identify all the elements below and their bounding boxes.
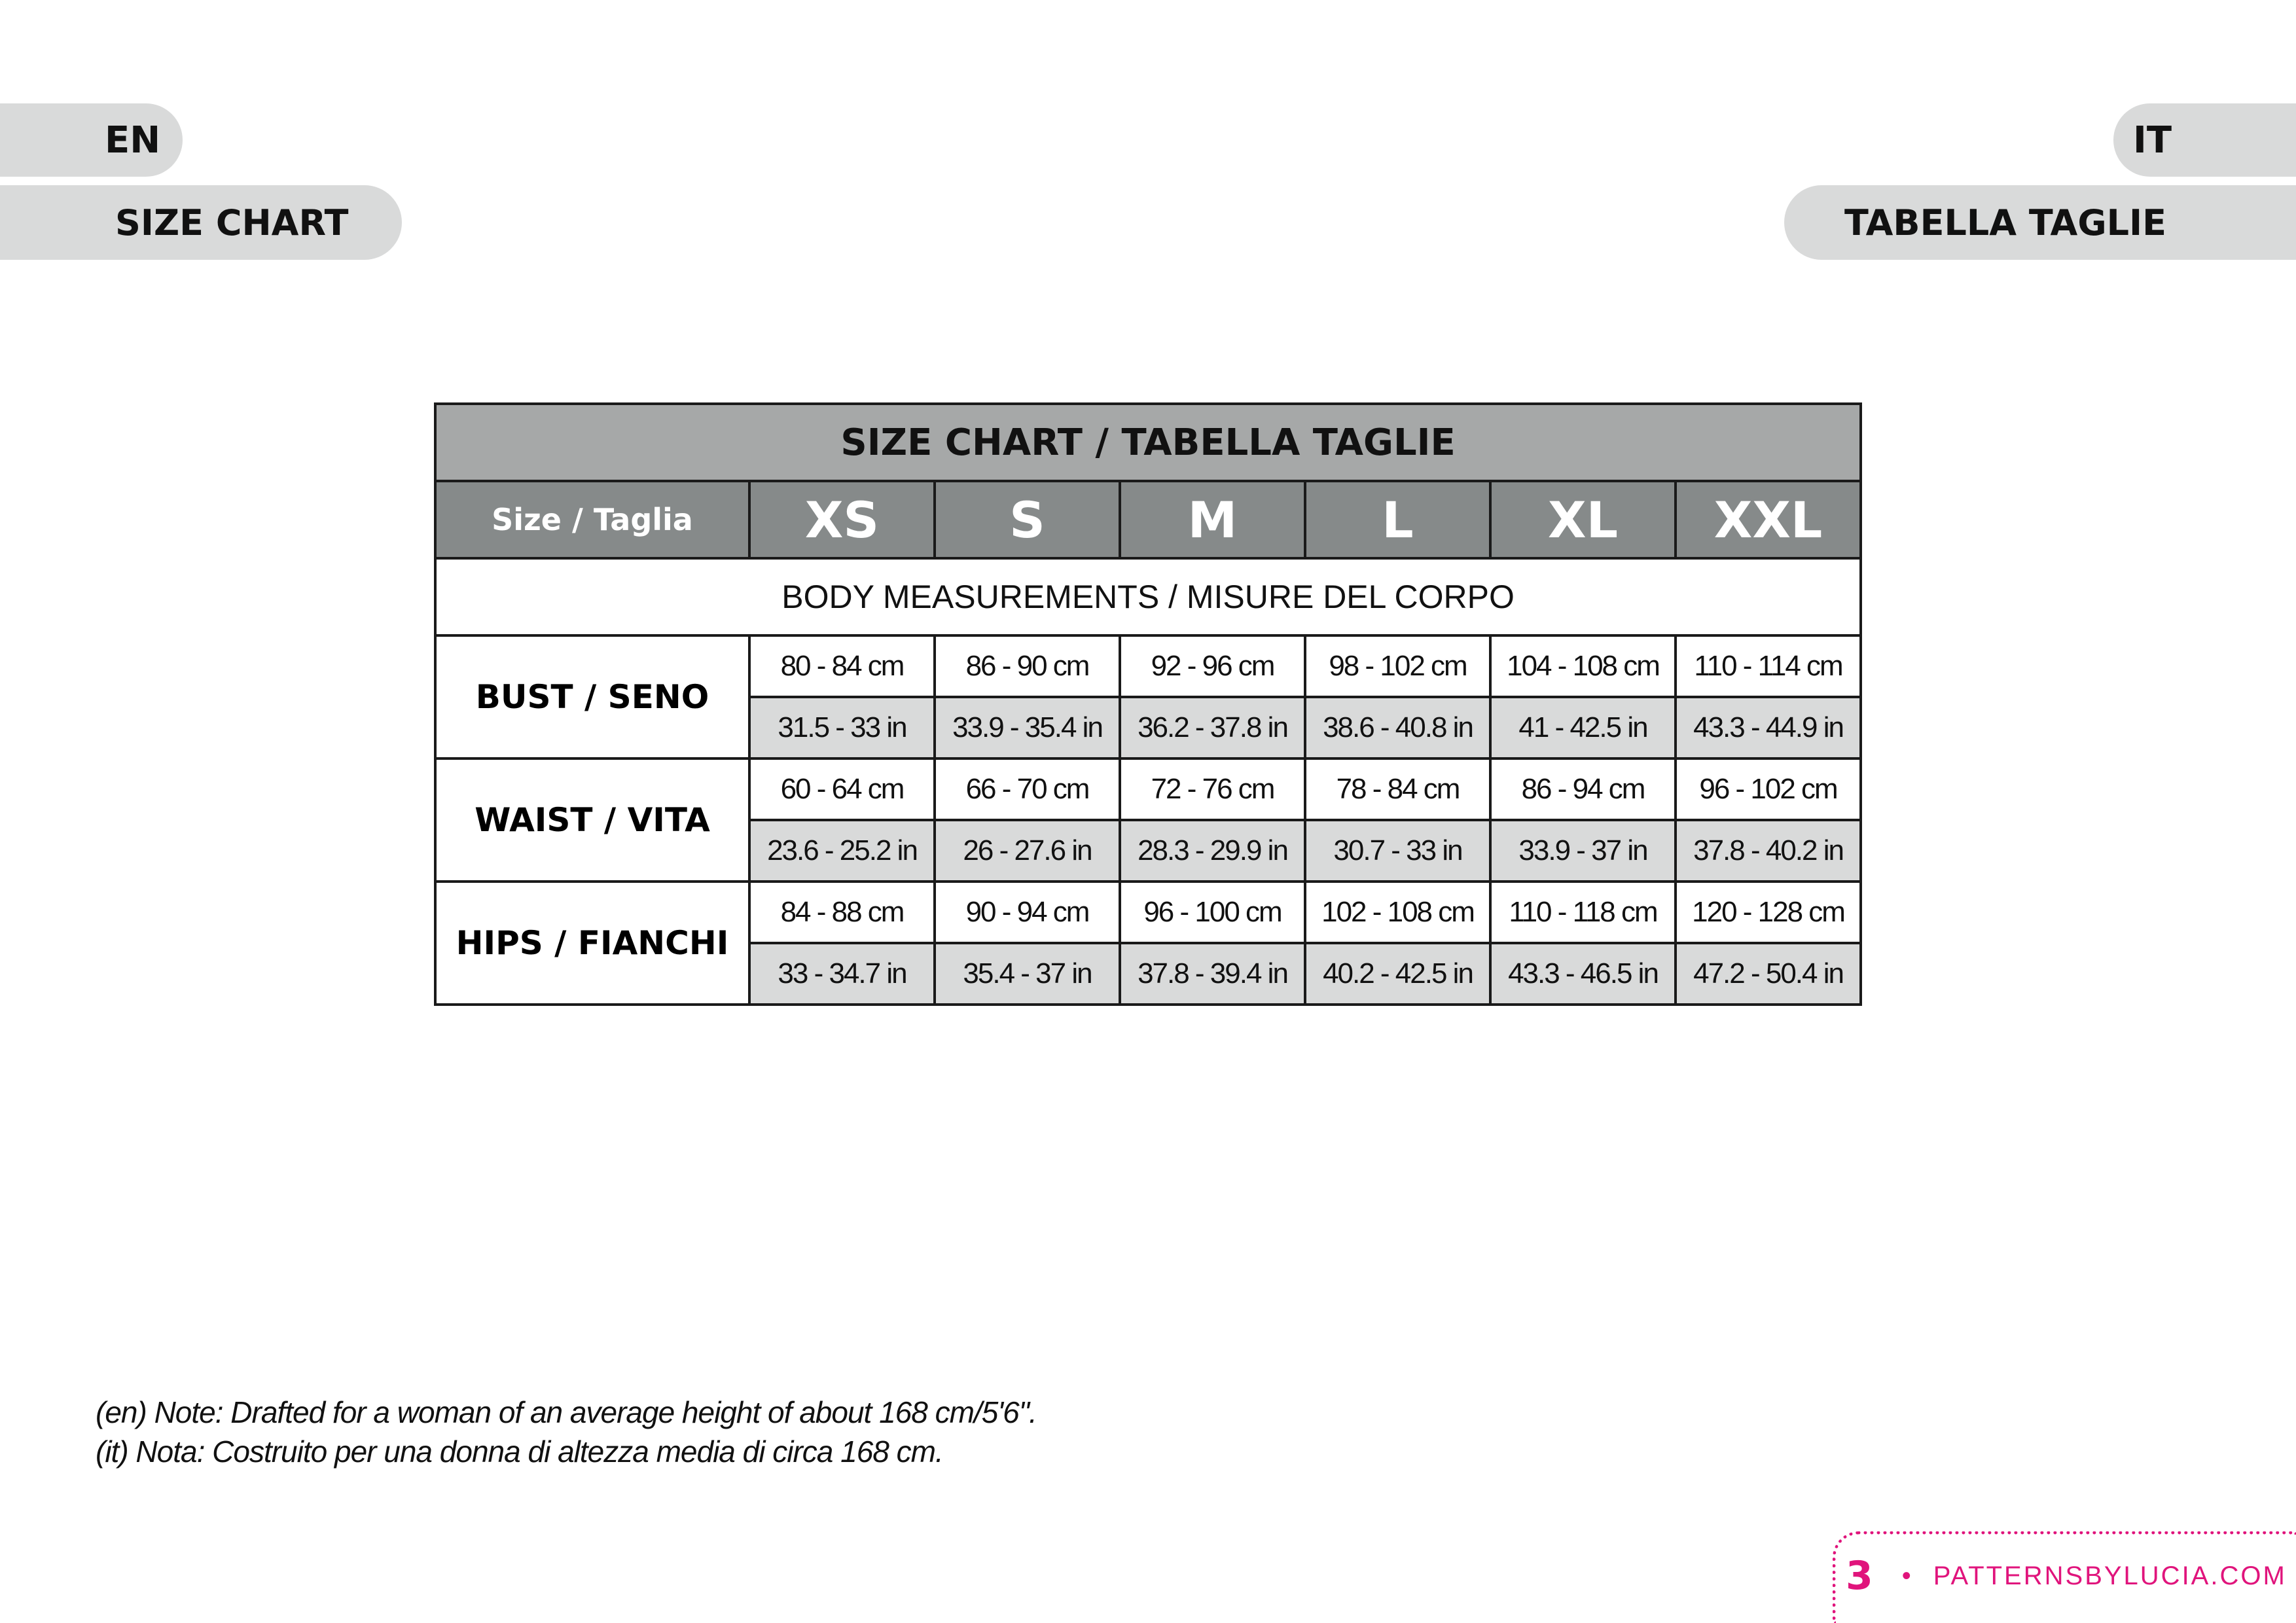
- table-cell-hips-cm: 102 - 108 cm: [1305, 882, 1490, 943]
- table-cell-bust-cm: 98 - 102 cm: [1305, 635, 1490, 697]
- size-header-m: M: [1120, 481, 1305, 558]
- table-cell-bust-cm: 92 - 96 cm: [1120, 635, 1305, 697]
- table-cell-waist-in: 26 - 27.6 in: [935, 820, 1120, 882]
- footer-bullet: •: [1901, 1561, 1911, 1590]
- language-label-it: IT: [2133, 118, 2172, 162]
- language-tab-en: [0, 103, 183, 177]
- table-cell-hips-in: 43.3 - 46.5 in: [1490, 943, 1676, 1005]
- table-cell-waist-cm: 60 - 64 cm: [749, 758, 935, 820]
- table-title: SIZE CHART / TABELLA TAGLIE: [435, 404, 1861, 481]
- size-header-xxl: XXL: [1676, 481, 1861, 558]
- body-measurements-label: BODY MEASUREMENTS / MISURE DEL CORPO: [435, 558, 1861, 635]
- table-cell-bust-cm: 80 - 84 cm: [749, 635, 935, 697]
- table-cell-bust-in: 41 - 42.5 in: [1490, 697, 1676, 758]
- table-cell-bust-in: 38.6 - 40.8 in: [1305, 697, 1490, 758]
- section-tab-tabella-taglie: [1784, 185, 2296, 260]
- section-tab-size-chart: [0, 185, 402, 260]
- table-cell-bust-in: 31.5 - 33 in: [749, 697, 935, 758]
- footer: [1846, 1550, 2287, 1602]
- table-cell-hips-cm: 120 - 128 cm: [1676, 882, 1861, 943]
- measurement-label-bust: BUST / SENO: [435, 635, 749, 758]
- section-title-en: SIZE CHART: [115, 202, 349, 243]
- table-title-row: [435, 404, 1861, 481]
- table-cell-waist-in: 37.8 - 40.2 in: [1676, 820, 1861, 882]
- table-cell-hips-cm: 84 - 88 cm: [749, 882, 935, 943]
- table-row-hips-cm: [435, 882, 1861, 943]
- measurement-label-hips: HIPS / FIANCHI: [435, 882, 749, 1005]
- table-cell-bust-cm: 86 - 90 cm: [935, 635, 1120, 697]
- table-cell-hips-in: 33 - 34.7 in: [749, 943, 935, 1005]
- table-cell-bust-cm: 104 - 108 cm: [1490, 635, 1676, 697]
- note-en: (en) Note: Drafted for a woman of an average height of about 168 cm/5'6".: [96, 1395, 1037, 1429]
- table-cell-hips-in: 37.8 - 39.4 in: [1120, 943, 1305, 1005]
- table-cell-bust-in: 43.3 - 44.9 in: [1676, 697, 1861, 758]
- table-cell-waist-cm: 96 - 102 cm: [1676, 758, 1861, 820]
- table-cell-waist-in: 30.7 - 33 in: [1305, 820, 1490, 882]
- size-label-header: Size / Taglia: [435, 481, 749, 558]
- table-cell-waist-cm: 66 - 70 cm: [935, 758, 1120, 820]
- size-header-xl: XL: [1490, 481, 1676, 558]
- section-title-it: TABELLA TAGLIE: [1844, 202, 2167, 243]
- table-cell-hips-in: 40.2 - 42.5 in: [1305, 943, 1490, 1005]
- table-cell-hips-cm: 90 - 94 cm: [935, 882, 1120, 943]
- size-header-row: [435, 481, 1861, 558]
- table-cell-bust-in: 36.2 - 37.8 in: [1120, 697, 1305, 758]
- table-cell-bust-cm: 110 - 114 cm: [1676, 635, 1861, 697]
- table-row-waist-cm: [435, 758, 1861, 820]
- section-row: [435, 558, 1861, 635]
- note-it: (it) Nota: Costruito per una donna di altezza media di circa 168 cm.: [96, 1435, 943, 1469]
- measurement-label-waist: WAIST / VITA: [435, 758, 749, 882]
- notes: [96, 1393, 1037, 1471]
- website-link[interactable]: PATTERNSBYLUCIA.COM: [1933, 1561, 2287, 1590]
- page-number: 3: [1846, 1553, 1873, 1599]
- size-header-xs: XS: [749, 481, 935, 558]
- table-cell-hips-cm: 110 - 118 cm: [1490, 882, 1676, 943]
- table-row-bust-cm: [435, 635, 1861, 697]
- table-cell-waist-in: 23.6 - 25.2 in: [749, 820, 935, 882]
- table-cell-hips-in: 47.2 - 50.4 in: [1676, 943, 1861, 1005]
- language-label-en: EN: [105, 118, 161, 162]
- table-cell-hips-cm: 96 - 100 cm: [1120, 882, 1305, 943]
- size-chart-table: [434, 402, 1862, 1006]
- table-cell-waist-in: 28.3 - 29.9 in: [1120, 820, 1305, 882]
- size-header-l: L: [1305, 481, 1490, 558]
- table-cell-waist-cm: 72 - 76 cm: [1120, 758, 1305, 820]
- table-cell-bust-in: 33.9 - 35.4 in: [935, 697, 1120, 758]
- size-header-s: S: [935, 481, 1120, 558]
- table-cell-waist-in: 33.9 - 37 in: [1490, 820, 1676, 882]
- table-cell-hips-in: 35.4 - 37 in: [935, 943, 1120, 1005]
- table-cell-waist-cm: 78 - 84 cm: [1305, 758, 1490, 820]
- table-cell-waist-cm: 86 - 94 cm: [1490, 758, 1676, 820]
- language-tab-it: [2113, 103, 2296, 177]
